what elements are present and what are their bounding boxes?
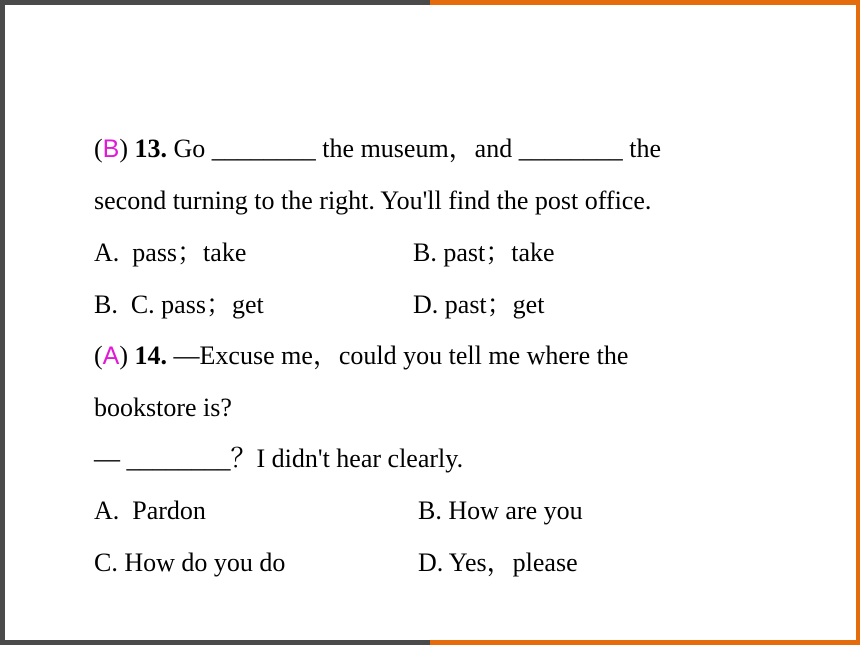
q13-stem-line2: second turning to the right. You'll find the post office. [94, 186, 652, 215]
q13-option-a: A. pass；take [94, 238, 247, 267]
frame-left-side [0, 0, 5, 645]
q13-stem-line1 [94, 134, 661, 164]
q13-option-d: D. past；get [413, 290, 545, 319]
q14-stem-line1 [94, 341, 628, 371]
q13-option-c: B. C. pass；get [94, 290, 264, 319]
q13-answer: B [102, 135, 120, 163]
frame-right-top [430, 0, 860, 5]
frame-right-side [856, 0, 860, 645]
frame-left-bottom [0, 640, 430, 645]
q14-options-row1 [94, 496, 583, 526]
q14-stem-line3: — ________？I didn't hear clearly. [94, 444, 464, 473]
q13-stem-text1: Go ________ the museum，and ________ the [173, 134, 661, 163]
q13-options-row1 [94, 238, 555, 268]
q14-options-row2 [94, 548, 578, 578]
q14-stem-text1: —Excuse me，could you tell me where the [173, 341, 629, 370]
q14-option-c: C. How do you do [94, 548, 286, 577]
frame-left-top [0, 0, 430, 5]
q13-number: 13. [134, 134, 168, 163]
q14-option-d: D. Yes，please [418, 548, 578, 577]
q14-paren-open: ( [94, 341, 103, 370]
frame-right-bottom [430, 640, 860, 645]
q14-paren-close: ) [119, 341, 129, 370]
q14-number: 14. [134, 341, 168, 370]
q13-options-row2 [94, 290, 545, 320]
q14-option-a: A. Pardon [94, 496, 206, 525]
q13-paren-open: ( [94, 134, 103, 163]
q14-answer: A [102, 342, 120, 370]
q13-paren-close: ) [119, 134, 129, 163]
q14-stem-line2: bookstore is? [94, 393, 232, 422]
q13-option-b: B. past；take [413, 238, 555, 267]
q14-option-b: B. How are you [418, 496, 583, 525]
